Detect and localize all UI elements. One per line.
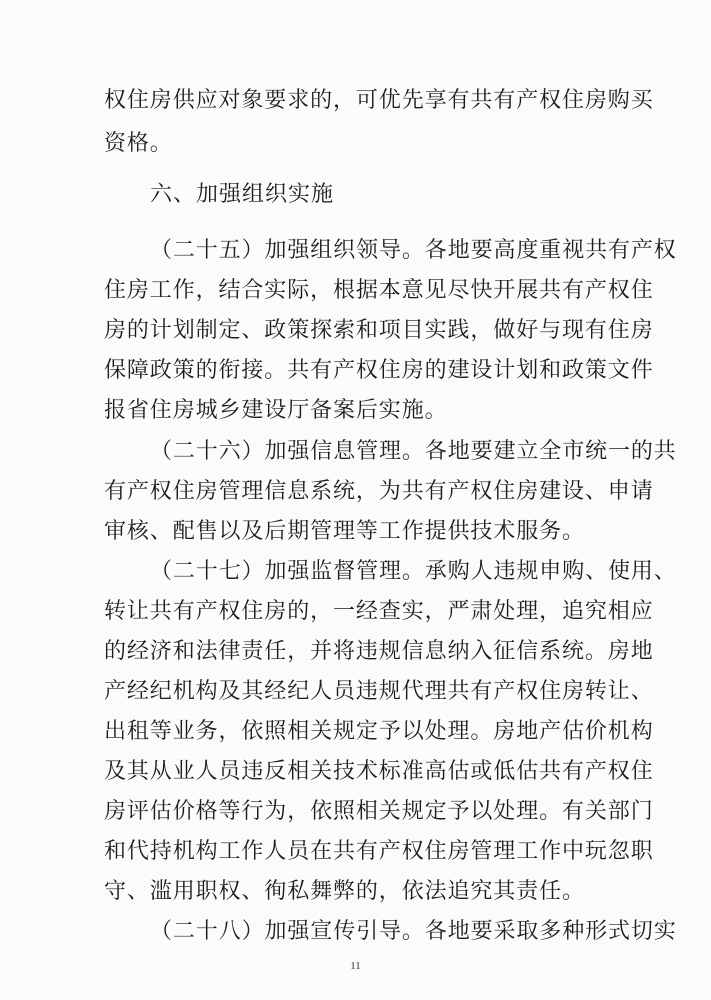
text-line: 和代持机构工作人员在共有产权住房管理工作中玩忽职	[104, 839, 654, 864]
text-line: 出租等业务，依照相关规定予以处理。房地产估价机构	[104, 719, 654, 744]
text-line: 住房工作，结合实际，根据本意见尽快开展共有产权住	[104, 278, 654, 303]
text-line: 资格。	[104, 131, 173, 156]
paragraph-start: （二十七）加强监督管理。承购人违规申购、使用、	[150, 559, 677, 584]
text-line: 房的计划制定、政策探索和项目实践，做好与现有住房	[104, 318, 654, 343]
text-line: 守、滥用职权、徇私舞弊的，依法追究其责任。	[104, 879, 585, 904]
paragraph-start: （二十八）加强宣传引导。各地要采取多种形式切实	[150, 919, 677, 944]
paragraph-start: （二十五）加强组织领导。各地要高度重视共有产权	[150, 238, 677, 263]
text-line: 房评估价格等行为，依照相关规定予以处理。有关部门	[104, 799, 654, 824]
text-line: 及其从业人员违反相关技术标准高估或低估共有产权住	[104, 759, 654, 784]
page-number: 11	[350, 960, 361, 972]
text-line: 报省住房城乡建设厅备案后实施。	[104, 398, 448, 423]
text-line: 转让共有产权住房的，一经查实，严肃处理，追究相应	[104, 599, 654, 624]
text-line: 保障政策的衔接。共有产权住房的建设计划和政策文件	[104, 358, 654, 383]
section-heading: 六、加强组织实施	[150, 182, 335, 207]
paragraph-start: （二十六）加强信息管理。各地要建立全市统一的共	[150, 439, 677, 464]
text-line: 权住房供应对象要求的，可优先享有共有产权住房购买	[104, 88, 654, 113]
text-line: 的经济和法律责任，并将违规信息纳入征信系统。房地	[104, 639, 654, 664]
text-line: 产经纪机构及其经纪人员违规代理共有产权住房转让、	[104, 679, 654, 704]
text-line: 审核、配售以及后期管理等工作提供技术服务。	[104, 519, 585, 544]
text-line: 有产权住房管理信息系统，为共有产权住房建设、申请	[104, 479, 654, 504]
